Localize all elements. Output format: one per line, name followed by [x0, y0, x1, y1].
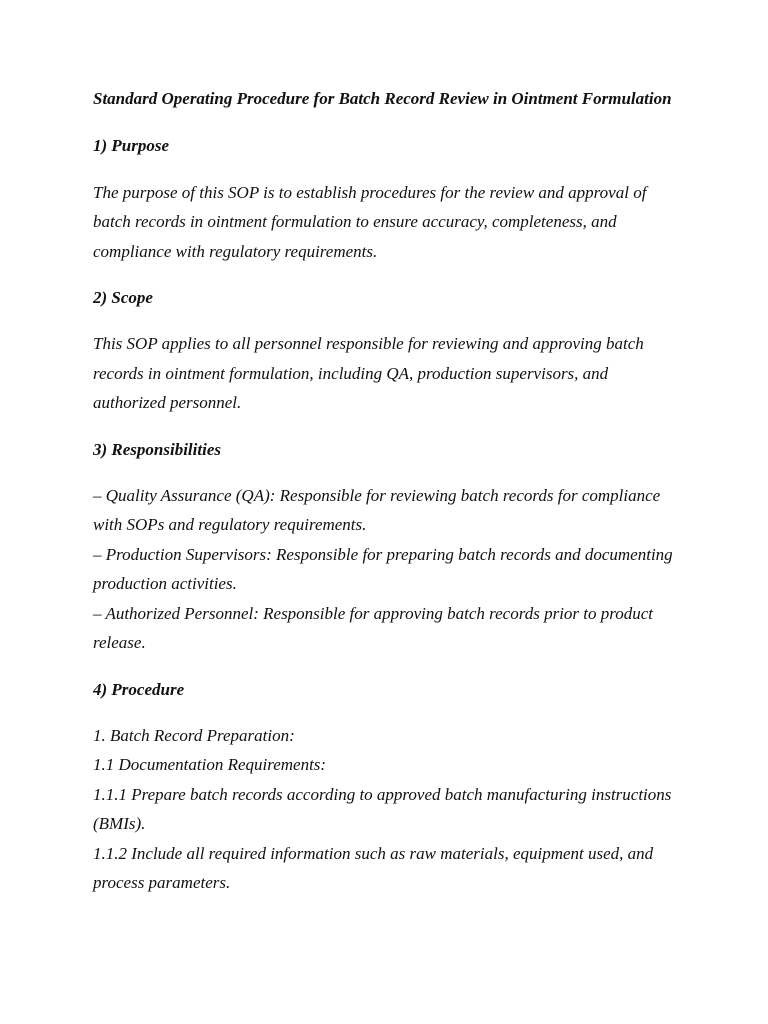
document-page [93, 84, 683, 914]
responsibilities-list [93, 481, 683, 657]
list-item: 1.1 Documentation Requirements: [93, 755, 327, 775]
section-heading-responsibilities: 3) Responsibilities [93, 439, 221, 459]
list-item: – Authorized Personnel: Responsible for approving batch records prior to product release. [93, 603, 654, 653]
procedure-list [93, 721, 683, 897]
list-item: 1.1.1 Prepare batch records according to approved batch manufacturing instructions (BMIs). [93, 784, 672, 834]
section-heading-purpose: 1) Purpose [93, 136, 170, 156]
document-title: Standard Operating Procedure for Batch Record Review in Ointment Formulation [93, 89, 672, 108]
section-text-purpose: The purpose of this SOP is to establish procedures for the review and approval of batch records in ointment formulation to ensure accuracy, completeness, and compliance with regulatory requirements. [93, 182, 647, 261]
list-item: 1.1.2 Include all required information such as raw materials, equipment used, and process parameters. [93, 843, 654, 892]
list-item: – Quality Assurance (QA): Responsible for reviewing batch records for compliance with SOPs and regulatory requirements. [93, 486, 661, 535]
section-heading-scope: 2) Scope [93, 288, 153, 308]
section-heading-procedure: 4) Procedure [93, 679, 185, 699]
section-text-scope: This SOP applies to all personnel responsible for reviewing and approving batch records in ointment formulation, including QA, production supervisors, and authorized personnel. [93, 334, 644, 413]
list-item: – Production Supervisors: Responsible for preparing batch records and documenting production activities. [93, 544, 673, 594]
list-item: 1. Batch Record Preparation: [93, 725, 295, 745]
